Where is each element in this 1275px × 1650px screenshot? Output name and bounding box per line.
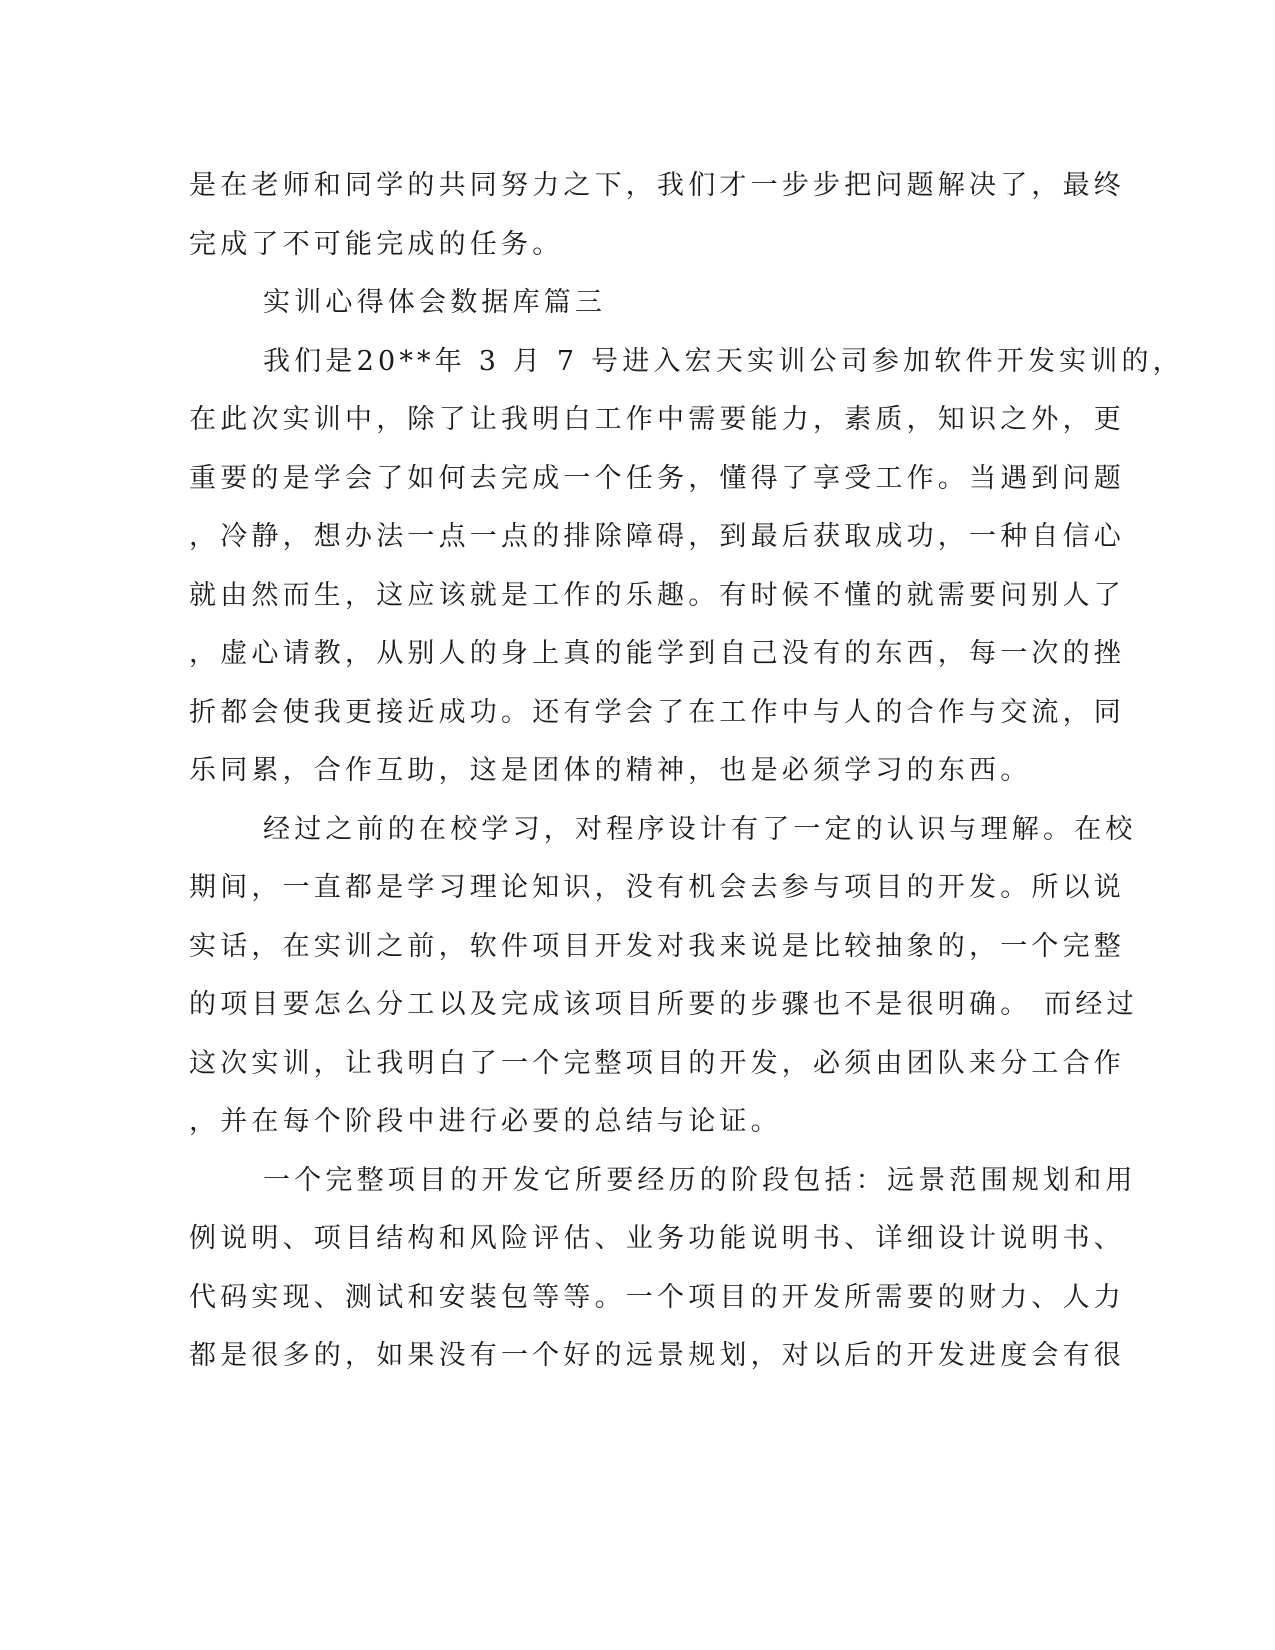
text-line: 折都会使我更接近成功。还有学会了在工作中与人的合作与交流，同 bbox=[189, 696, 1125, 728]
text-line: 期间，一直都是学习理论知识，没有机会去参与项目的开发。所以说 bbox=[189, 872, 1125, 903]
text-line: ，并在每个阶段中进行必要的总结与论证。 bbox=[189, 1106, 782, 1137]
section-heading: 实训心得体会数据库篇三 bbox=[263, 287, 607, 318]
text-line: 完成了不可能完成的任务。 bbox=[189, 228, 564, 260]
text-line: 重要的是学会了如何去完成一个任务，懂得了享受工作。当遇到问题 bbox=[189, 462, 1125, 494]
text-line: 经过之前的在校学习，对程序设计有了一定的认识与理解。在校 bbox=[263, 813, 1137, 845]
text-line: 这次实训，让我明白了一个完整项目的开发，必须由团队来分工合作 bbox=[189, 1047, 1125, 1079]
text-line: ，虚心请教，从别人的身上真的能学到自己没有的东西，每一次的挫 bbox=[189, 638, 1125, 669]
text-line: 在此次实训中，除了让我明白工作中需要能力，素质，知识之外，更 bbox=[189, 404, 1125, 435]
text-line: 实话，在实训之前，软件项目开发对我来说是比较抽象的，一个完整 bbox=[189, 930, 1125, 962]
text-line: 就由然而生，这应该就是工作的乐趣。有时候不懂的就需要问别人了 bbox=[189, 579, 1125, 611]
text-line: 乐同累，合作互助，这是团体的精神，也是必须学习的东西。 bbox=[189, 755, 1032, 786]
text-line: 一个完整项目的开发它所要经历的阶段包括：远景范围规划和用 bbox=[263, 1164, 1137, 1196]
document-body bbox=[189, 157, 1184, 1386]
text-line: 是在老师和同学的共同努力之下，我们才一步步把问题解决了，最终 bbox=[189, 170, 1125, 201]
text-line: 代码实现、测试和安装包等等。一个项目的开发所需要的财力、人力 bbox=[189, 1281, 1125, 1313]
text-line: 的项目要怎么分工以及完成该项目所要的步骤也不是很明确。 而经过 bbox=[189, 989, 1138, 1020]
text-line: 都是很多的，如果没有一个好的远景规划，对以后的开发进度会有很 bbox=[189, 1340, 1125, 1371]
text-line: 我们是20**年 3 月 7 号进入宏天实训公司参加软件开发实训的， bbox=[263, 345, 1184, 377]
text-line: 例说明、项目结构和风险评估、业务功能说明书、详细设计说明书、 bbox=[189, 1223, 1125, 1254]
text-line: ，冷静，想办法一点一点的排除障碍，到最后获取成功，一种自信心 bbox=[189, 521, 1125, 552]
